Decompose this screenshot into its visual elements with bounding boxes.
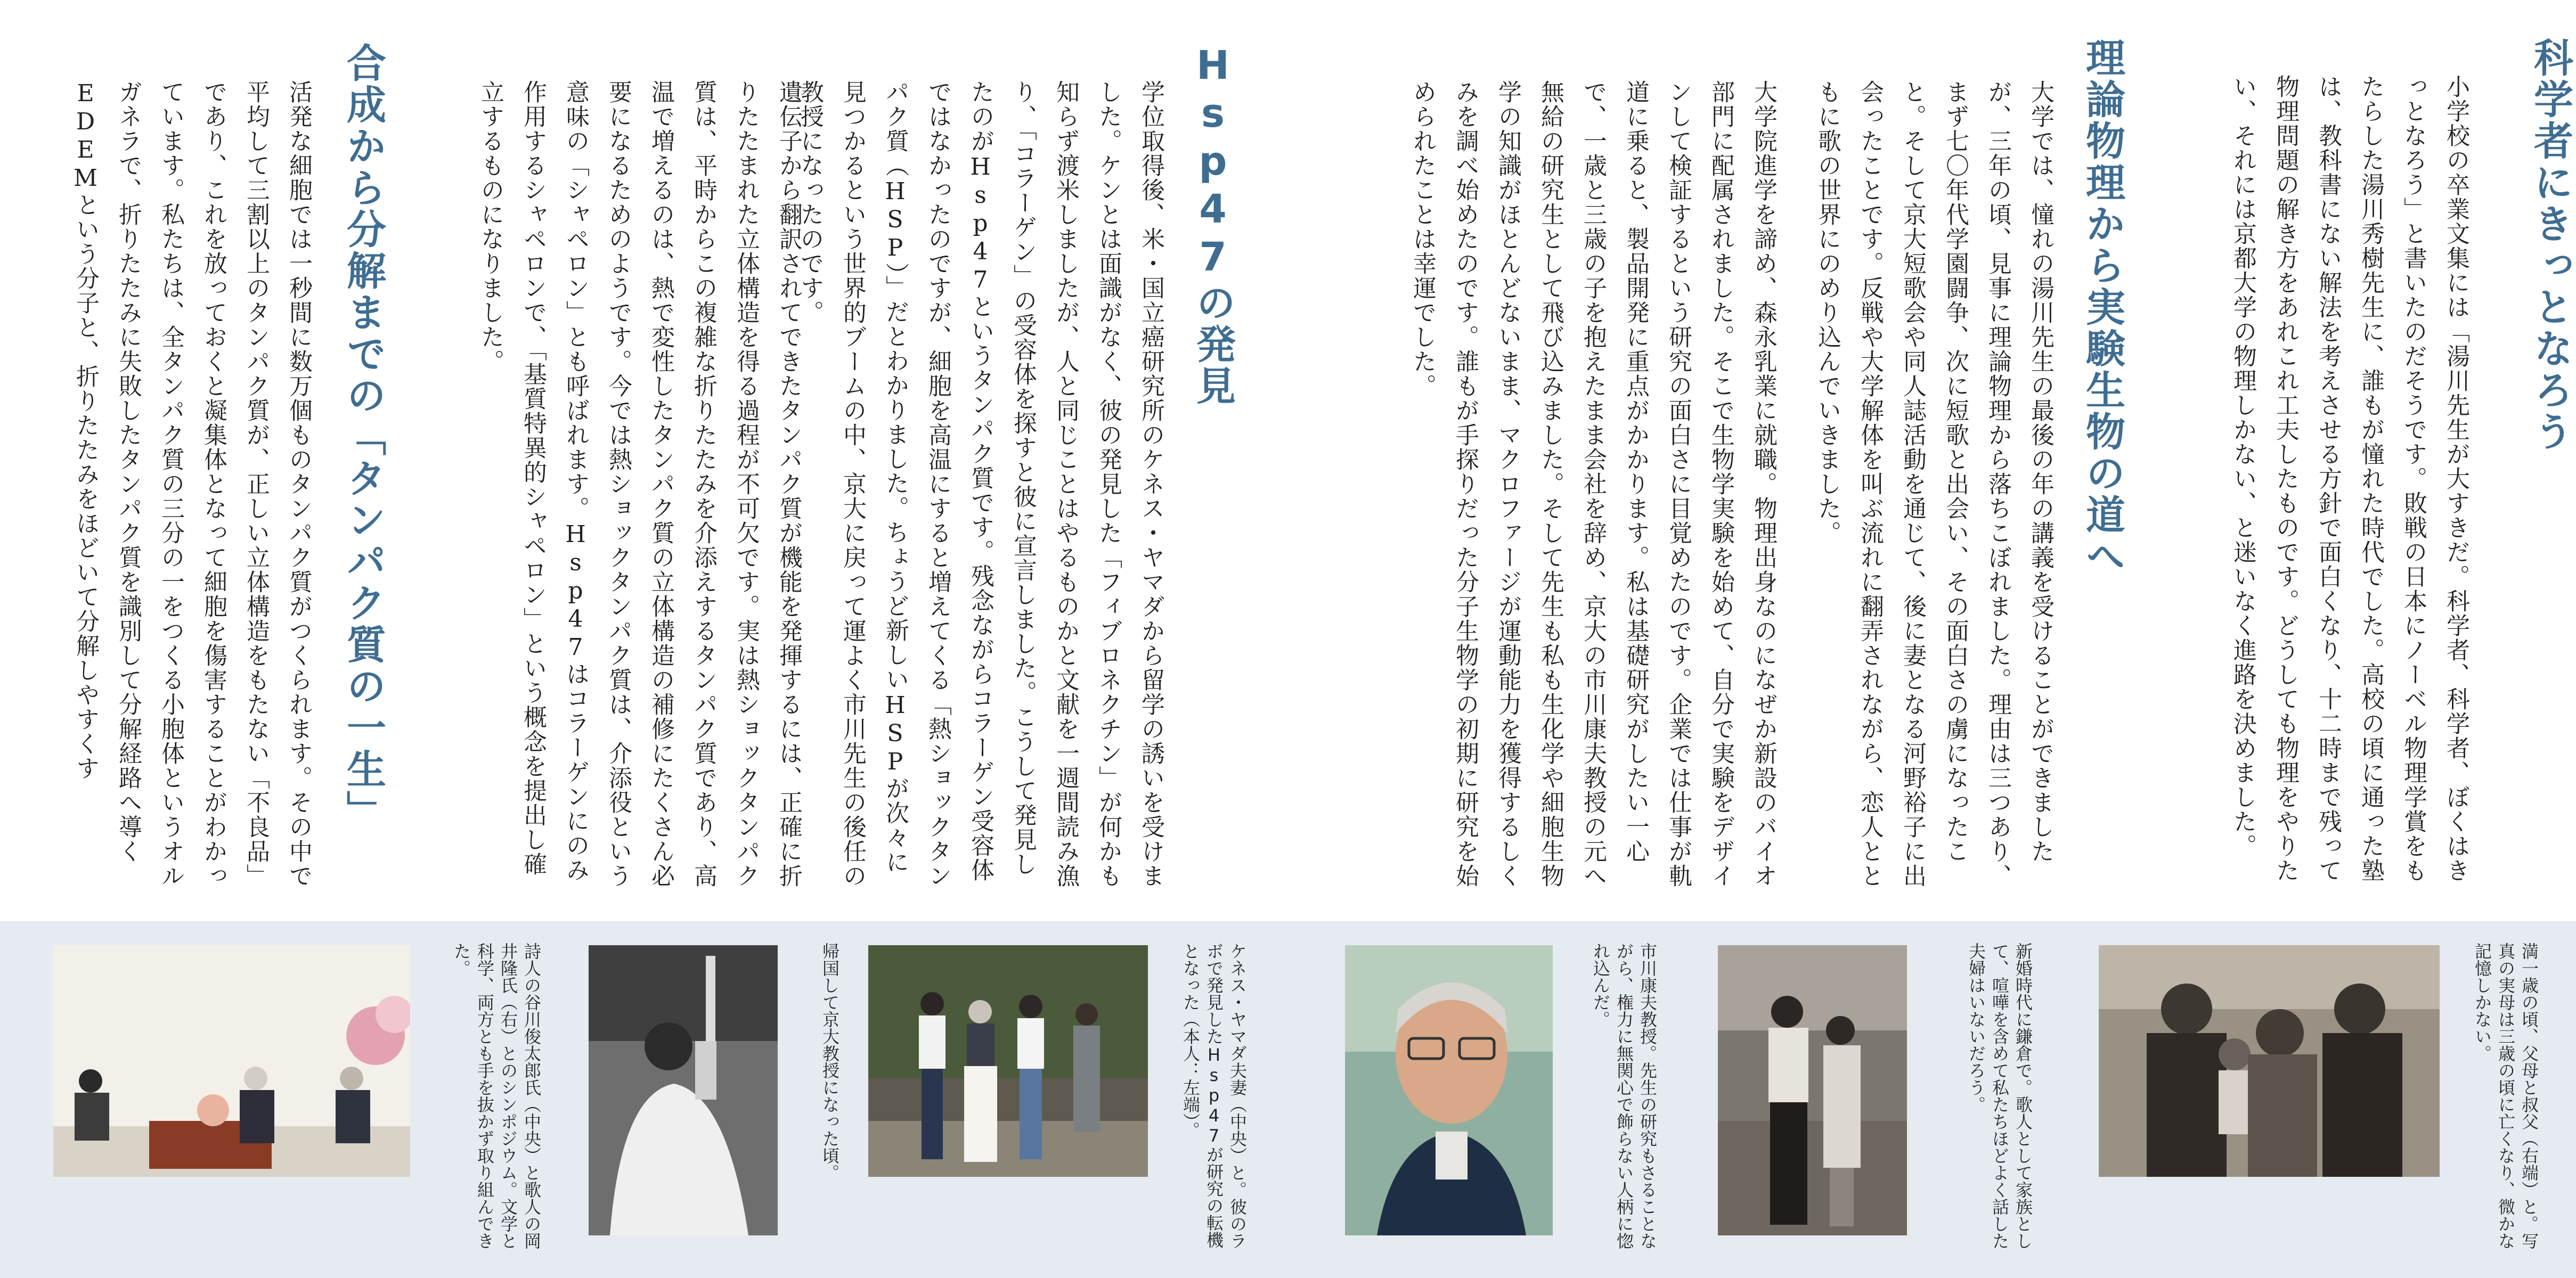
lab-pipette-photo: [589, 945, 778, 1235]
section-body-theory-1: 大学では、憧れの湯川先生の最後の年の講義を受けることができましたが、三年の頃、見事に理論物理から落ちこぼれました。理由は三つあり、まず七〇年代学園闘争、次に短歌と出会い、その面白さの虜になったこと。そして京大短歌会や同人誌活動を通じて、後に妻となる河野裕子に出会ったことです。反戦や大学解体を叫ぶ流れに翻弄されながら、恋人とともに歌の世界にのめり込んでいきました。: [1814, 80, 2054, 888]
section-heading-hsp47: Hsp47の発見: [1190, 43, 1236, 407]
section-body-hsp47-1: 学位取得後、米・国立癌研究所のケネス・ヤマダから留学の誘いを受けました。ケンとは面識がなく、彼の発見した「フィブロネクチン」が何かも知らず渡米しましたが、人と同じことはやるものかと文献を一週間読み漁り、「コラーゲン」の受容体を探すと彼に宣言しました。こうして発見したのがHsp47というタンパク質です。残念ながらコラーゲン受容体ではなかったのですが、細胞を高温にすると増えてくる「熱ショックタンパク質（HSP）」だとわかりました。ちょうど新しいHSPが次々に見つかるという世界的ブームの中、京大に戻って運よく市川先生の後任の教授になったのです。: [796, 80, 1164, 888]
family-photo: [2099, 945, 2440, 1177]
section-body-scientist: 小学校の卒業文集には「湯川先生が大すきだ。科学者、科学者、ぼくはきっとなろう」と書いたのだそうです。敗戦の日本にノーベル物理学賞をもたらした湯川秀樹先生に、誰もが憧れた時代でした。高校の頃に通った塾は、教科書にない解法を考えさせる方針で面白くなり、十二時まで残って物理問題の解き方をあれこれ工夫したものです。どうしても物理をやりたい、それには京都大学の物理しかない、と迷いなく進路を決めました。: [2229, 75, 2469, 883]
professor-portrait: [1345, 945, 1553, 1235]
caption-symposium: 詩人の谷川俊太郎氏（中央）と歌人の岡井隆氏（右）とのシンポジウム。文学と科学、両方とも手を抜かず取り組んできた。: [451, 943, 542, 1249]
section-body-theory-2: 大学院進学を諦め、森永乳業に就職。物理出身なのになぜか新設のバイオ部門に配属されました。そこで生物学実験を始めて、自分で実験をデザインして検証するという研究の面白さに目覚めたのです。企業では仕事が軌道に乗ると、製品開発に重点がかかります。私は基礎研究がしたい一心で、一歳と三歳の子を抱えたまま会社を辞め、京大の市川康夫教授の元へ無給の研究生として飛び込みました。そして先生も私も生化学や細胞生物学の知識がほとんどないまま、マクロファージが運動能力を獲得するしくみを調べ始めたのです。誰もが手探りだった分子生物学の初期に研究を始められたことは幸運でした。: [1409, 80, 1777, 888]
section-heading-theory-to-biology: 理論物理から実験生物の道へ: [2080, 37, 2125, 577]
section-body-hsp47-2: 遺伝子から翻訳されてできたタンパク質が機能を発揮するには、正確に折りたたまれた立体構造を得る過程が不可欠です。実は熱ショックタンパク質は、平時からこの複雑な折りたたみを介添えするタンパク質であり、高温で増えるのは、熱で変性したタンパク質の立体構造の補修にたくさん必要になるためのようです。今では熱ショックタンパク質は、介添役という意味の「シャペロン」とも呼ばれます。Hsp47はコラーゲンにのみ作用するシャペロンで、「基質特異的シャペロン」という概念を提出し確立するものになりました。: [477, 80, 802, 888]
caption-lab-group: ケネス・ヤマダ夫妻（中央）と。彼のラボで発見したHsp47が研究の転機となった（本人：左端）。: [1180, 943, 1248, 1249]
section-body-protein-life: 活発な細胞では一秒間に数万個ものタンパク質がつくられます。その中で平均して三割以上のタンパク質が、正しい立体構造をもたない「不良品」であり、これを放っておくと凝集体となって細胞を傷害することがわかっています。私たちは、全タンパク質の三分の一をつくる小胞体というオルガネラで、折りたたみに失敗したタンパク質を識別して分解経路へ導くEDEMという分子と、折りたたみをほどいて分解しやすくす: [72, 80, 312, 888]
symposium-photo: [53, 945, 410, 1177]
caption-wedding: 新婚時代に鎌倉で。歌人として家族として、喧嘩を含めて私たちほどよく話した夫婦はいないだろう。: [1966, 943, 2033, 1249]
section-heading-protein-life: 合成から分解までの「タンパク質の一生」: [340, 43, 386, 832]
section-heading-scientist: 科学者にきっとなろう: [2528, 37, 2573, 453]
lab-group-photo: [868, 945, 1148, 1177]
caption-professor: 市川康夫教授。先生の研究もさることながら、権力に無関心で飾らない人柄に惚れ込んだ。: [1591, 943, 1658, 1249]
wedding-photo: [1718, 945, 1907, 1235]
caption-family: 満一歳の頃、父母と叔父（右端）と。写真の実母は三歳の頃に亡くなり、微かな記憶しかない。: [2472, 943, 2539, 1249]
caption-lab-pipette: 帰国して京大教授になった頃。: [820, 943, 840, 1181]
